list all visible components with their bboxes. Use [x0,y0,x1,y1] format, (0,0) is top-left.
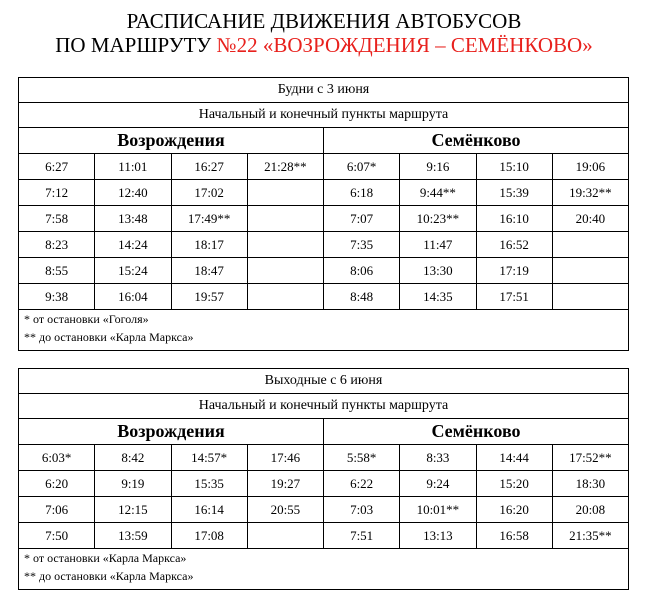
departure-time-vozrozhdeniya [247,258,323,284]
time-row [19,284,629,310]
departure-time-semenkovo [552,232,628,258]
departure-time-semenkovo: 7:03 [324,497,400,523]
route-name: №22 «ВОЗРОЖДЕНИЯ – СЕМЁНКОВО» [216,33,593,57]
departure-time-vozrozhdeniya: 14:24 [95,232,171,258]
departure-time-vozrozhdeniya: 7:06 [19,497,95,523]
time-row [19,206,629,232]
departure-time-vozrozhdeniya [247,180,323,206]
departure-time-vozrozhdeniya: 16:04 [95,284,171,310]
departure-time-vozrozhdeniya: 8:42 [95,445,171,471]
departure-time-vozrozhdeniya: 17:08 [171,523,247,549]
departure-time-vozrozhdeniya: 7:50 [19,523,95,549]
departure-time-semenkovo: 17:19 [476,258,552,284]
departure-time-vozrozhdeniya: 12:15 [95,497,171,523]
departure-time-vozrozhdeniya: 15:35 [171,471,247,497]
departure-time-vozrozhdeniya: 16:14 [171,497,247,523]
departure-time-semenkovo [552,258,628,284]
departure-time-semenkovo: 7:35 [324,232,400,258]
departure-time-semenkovo: 8:33 [400,445,476,471]
departure-time-semenkovo: 15:20 [476,471,552,497]
route-points-header: Начальный и конечный пункты маршрута [19,394,629,419]
departure-time-vozrozhdeniya: 20:55 [247,497,323,523]
departure-time-semenkovo: 7:07 [324,206,400,232]
departure-time-semenkovo: 13:30 [400,258,476,284]
departure-time-vozrozhdeniya: 18:17 [171,232,247,258]
departure-time-vozrozhdeniya: 14:57* [171,445,247,471]
departure-time-semenkovo: 21:35** [552,523,628,549]
departure-time-semenkovo [552,284,628,310]
departure-time-semenkovo: 10:01** [400,497,476,523]
title-line-1: РАСПИСАНИЕ ДВИЖЕНИЯ АВТОБУСОВ [126,9,522,33]
departure-time-vozrozhdeniya: 13:59 [95,523,171,549]
time-row [19,258,629,284]
departure-time-semenkovo: 9:24 [400,471,476,497]
departure-time-vozrozhdeniya: 19:27 [247,471,323,497]
departure-time-semenkovo: 8:48 [324,284,400,310]
departure-time-vozrozhdeniya: 17:49** [171,206,247,232]
departure-time-semenkovo: 14:35 [400,284,476,310]
departure-time-vozrozhdeniya: 11:01 [95,154,171,180]
stop-vozrozhdeniya-header: Возрождения [19,419,324,445]
departure-time-vozrozhdeniya: 9:19 [95,471,171,497]
departure-time-semenkovo: 15:39 [476,180,552,206]
departure-time-semenkovo: 10:23** [400,206,476,232]
departure-time-vozrozhdeniya: 9:38 [19,284,95,310]
departure-time-vozrozhdeniya: 18:47 [171,258,247,284]
departure-time-vozrozhdeniya: 16:27 [171,154,247,180]
time-row [19,180,629,206]
time-row [19,471,629,497]
title-line-2 [0,33,648,58]
footnote-1: * от остановки «Карла Маркса» [24,551,187,565]
footnote-2: ** до остановки «Карла Маркса» [24,569,194,583]
footnote-1: * от остановки «Гоголя» [24,312,149,326]
departure-time-semenkovo: 16:20 [476,497,552,523]
stop-semenkovo-header: Семёнково [324,419,629,445]
departure-time-vozrozhdeniya: 17:02 [171,180,247,206]
departure-time-vozrozhdeniya: 19:57 [171,284,247,310]
departure-time-semenkovo: 16:52 [476,232,552,258]
footnotes [19,310,629,351]
departure-time-semenkovo: 19:32** [552,180,628,206]
time-row [19,445,629,471]
weekday-schedule-table [18,77,629,351]
departure-time-vozrozhdeniya: 8:55 [19,258,95,284]
departure-time-semenkovo: 15:10 [476,154,552,180]
period-header: Выходные с 6 июня [19,369,629,394]
time-row [19,154,629,180]
stop-vozrozhdeniya-header: Возрождения [19,128,324,154]
departure-time-semenkovo: 9:44** [400,180,476,206]
departure-time-semenkovo: 8:06 [324,258,400,284]
time-row [19,232,629,258]
departure-time-vozrozhdeniya [247,232,323,258]
departure-time-vozrozhdeniya: 6:27 [19,154,95,180]
departure-time-vozrozhdeniya: 6:20 [19,471,95,497]
departure-time-semenkovo: 16:58 [476,523,552,549]
weekend-schedule-table [18,368,629,590]
departure-time-vozrozhdeniya: 7:12 [19,180,95,206]
title-line-2-prefix: ПО МАРШРУТУ [55,33,217,57]
footnotes [19,549,629,590]
departure-time-vozrozhdeniya: 6:03* [19,445,95,471]
departure-time-semenkovo: 19:06 [552,154,628,180]
footnote-2: ** до остановки «Карла Маркса» [24,330,194,344]
departure-time-vozrozhdeniya: 8:23 [19,232,95,258]
departure-time-vozrozhdeniya: 13:48 [95,206,171,232]
departure-time-semenkovo: 17:51 [476,284,552,310]
time-row [19,523,629,549]
time-row [19,497,629,523]
departure-time-semenkovo: 6:07* [324,154,400,180]
departure-time-semenkovo: 17:52** [552,445,628,471]
route-points-header: Начальный и конечный пункты маршрута [19,103,629,128]
departure-time-semenkovo: 18:30 [552,471,628,497]
departure-time-semenkovo: 7:51 [324,523,400,549]
departure-time-vozrozhdeniya: 15:24 [95,258,171,284]
departure-time-vozrozhdeniya: 7:58 [19,206,95,232]
departure-time-semenkovo: 6:22 [324,471,400,497]
departure-time-semenkovo: 16:10 [476,206,552,232]
stop-semenkovo-header: Семёнково [324,128,629,154]
departure-time-vozrozhdeniya: 17:46 [247,445,323,471]
departure-time-vozrozhdeniya [247,284,323,310]
departure-time-semenkovo: 20:40 [552,206,628,232]
departure-time-semenkovo: 14:44 [476,445,552,471]
departure-time-semenkovo: 6:18 [324,180,400,206]
departure-time-semenkovo: 13:13 [400,523,476,549]
period-header: Будни с 3 июня [19,78,629,103]
departure-time-semenkovo: 9:16 [400,154,476,180]
departure-time-vozrozhdeniya: 12:40 [95,180,171,206]
departure-time-semenkovo: 20:08 [552,497,628,523]
departure-time-semenkovo: 5:58* [324,445,400,471]
departure-time-vozrozhdeniya: 21:28** [247,154,323,180]
departure-time-vozrozhdeniya [247,523,323,549]
departure-time-vozrozhdeniya [247,206,323,232]
departure-time-semenkovo: 11:47 [400,232,476,258]
